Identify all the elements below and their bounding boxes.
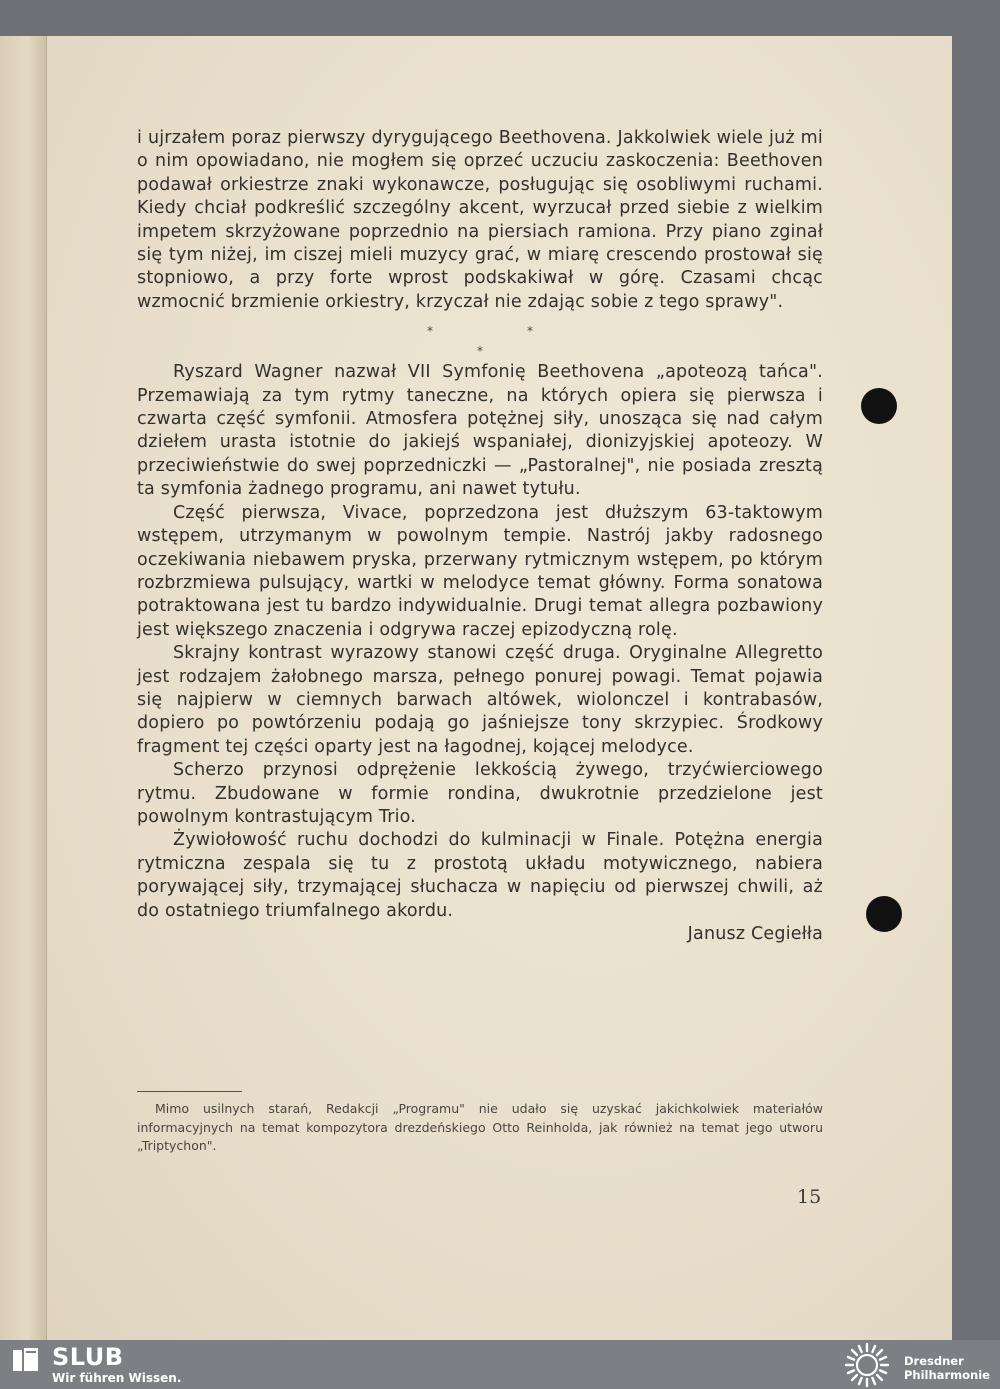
library-name[interactable]: SLUB [52,1343,124,1371]
author-signature: Janusz Cegiełła [687,924,823,944]
paragraph-quote-end: i ujrzałem poraz pierwszy dyrygującego Beethovena. Jakkolwiek wiele już mi o nim opowiadano, nie mogłem się oprzeć uczuciu zaskoczenia: Beethoven podawał orkiestrze znaki wykonawcze, posługując się osobliwymi ruchami. Kiedy chciał podkreślić szczególny akcent, wyrzucał przed siebie z wielkim impetem skrzyżowane poprzednio na piersiach ramiona. Przy piano zginał się tym niżej, im ciszej mieli muzycy grać, w miarę crescendo prostował się stopniowo, a przy forte wprost podskakiwał w górę. Czasami chcąc wzmocnić brzmienie orkiestry, krzyczał nie zdając sobie z tego sprawy". [137,128,823,312]
separator-asterisk: * [427,324,434,339]
page-number: 15 [797,1186,822,1208]
paragraph-wagner: Ryszard Wagner nazwał VII Symfonię Beethovena „apoteozą tańca". Przemawiają za tym rytmy taneczne, na których opiera się pierwsza i czwarta część symfonii. Atmosfera potężnej siły, unosząca się nad całym dziełem urasta istotnie do jakiejś wspaniałej, dionizyjskiej apoteozy. W przeciwieństwie do swej poprzedniczki — „Pastoralnej", nie posiada zresztą ta symfonia żadnego programu, ani nawet tytułu. [137,362,823,500]
separator-asterisk: * [527,324,534,339]
previous-page-edge [0,36,47,1340]
partner-name-line2: Philharmonie [904,1368,990,1382]
paragraph-first-movement: Część pierwsza, Vivace, poprzedzona jest dłuższym 63-taktowym wstępem, utrzymanym w powolnym tempie. Nastrój jakby radosnego oczekiwania niebawem pryska, przerwany rytmicznym wstępem, po którym rozbrzmiewa pulsujący, wartki w melodyce temat główny. Forma sonatowa potraktowana jest tu bardzo indywidualnie. Drugi temat allegra pozbawiony jest większego znaczenia i odgrywa raczej epizodyczną rolę. [137,502,823,640]
paragraph-finale: Żywiołowość ruchu dochodzi do kulminacji w Finale. Potężna energia rytmiczna zespala się tu z prostotą układu motywicznego, nabiera porywającej siły, trzymającej słuchacza w napięciu od pierwszej chwili, aż do ostatniego triumfalnego akordu. [137,830,823,921]
footnote: Mimo usilnych starań, Redakcji „Programu" nie udało się uzyskać jakichkolwiek materiałów informacyjnych na temat kompozytora drezdeńskiego Otto Reinholda, jak również na temat jego utworu „Triptychon". [137,1101,823,1153]
separator-asterisk: * [477,344,484,359]
footnote-divider [137,1091,242,1092]
punch-hole-top [861,388,897,424]
viewer-footer [0,1340,1000,1389]
scan-background-right [952,36,1000,1340]
section-separator [137,314,823,361]
punch-hole-bottom [866,896,902,932]
dresdner-philharmonie-sunburst-icon[interactable] [842,1342,892,1388]
paragraph-second-movement: Skrajny kontrast wyrazowy stanowi część druga. Oryginalne Allegretto jest rodzajem żałobnego marsza, pełnego ponurej powagi. Temat pojawia się najpierw w ciemnych barwach altówek, wiolonczel i kontrabasów, dopiero po powtórzeniu podają go jaśniejsze tony skrzypiec. Środkowy fragment tej części oparty jest na łagodnej, kojącej melodyce. [137,643,823,757]
body-text [137,127,823,946]
paragraph-scherzo: Scherzo przynosi odprężenie lekkością żywego, trzyćwierciowego rytmu. Zbudowane w formie rondina, dwukrotnie przedzielone jest powolnym kontrastującym Trio. [137,760,823,827]
library-tagline: Wir führen Wissen. [52,1371,182,1385]
slub-book-logo-icon[interactable] [12,1347,40,1373]
partner-name-line1: Dresdner [904,1354,964,1368]
